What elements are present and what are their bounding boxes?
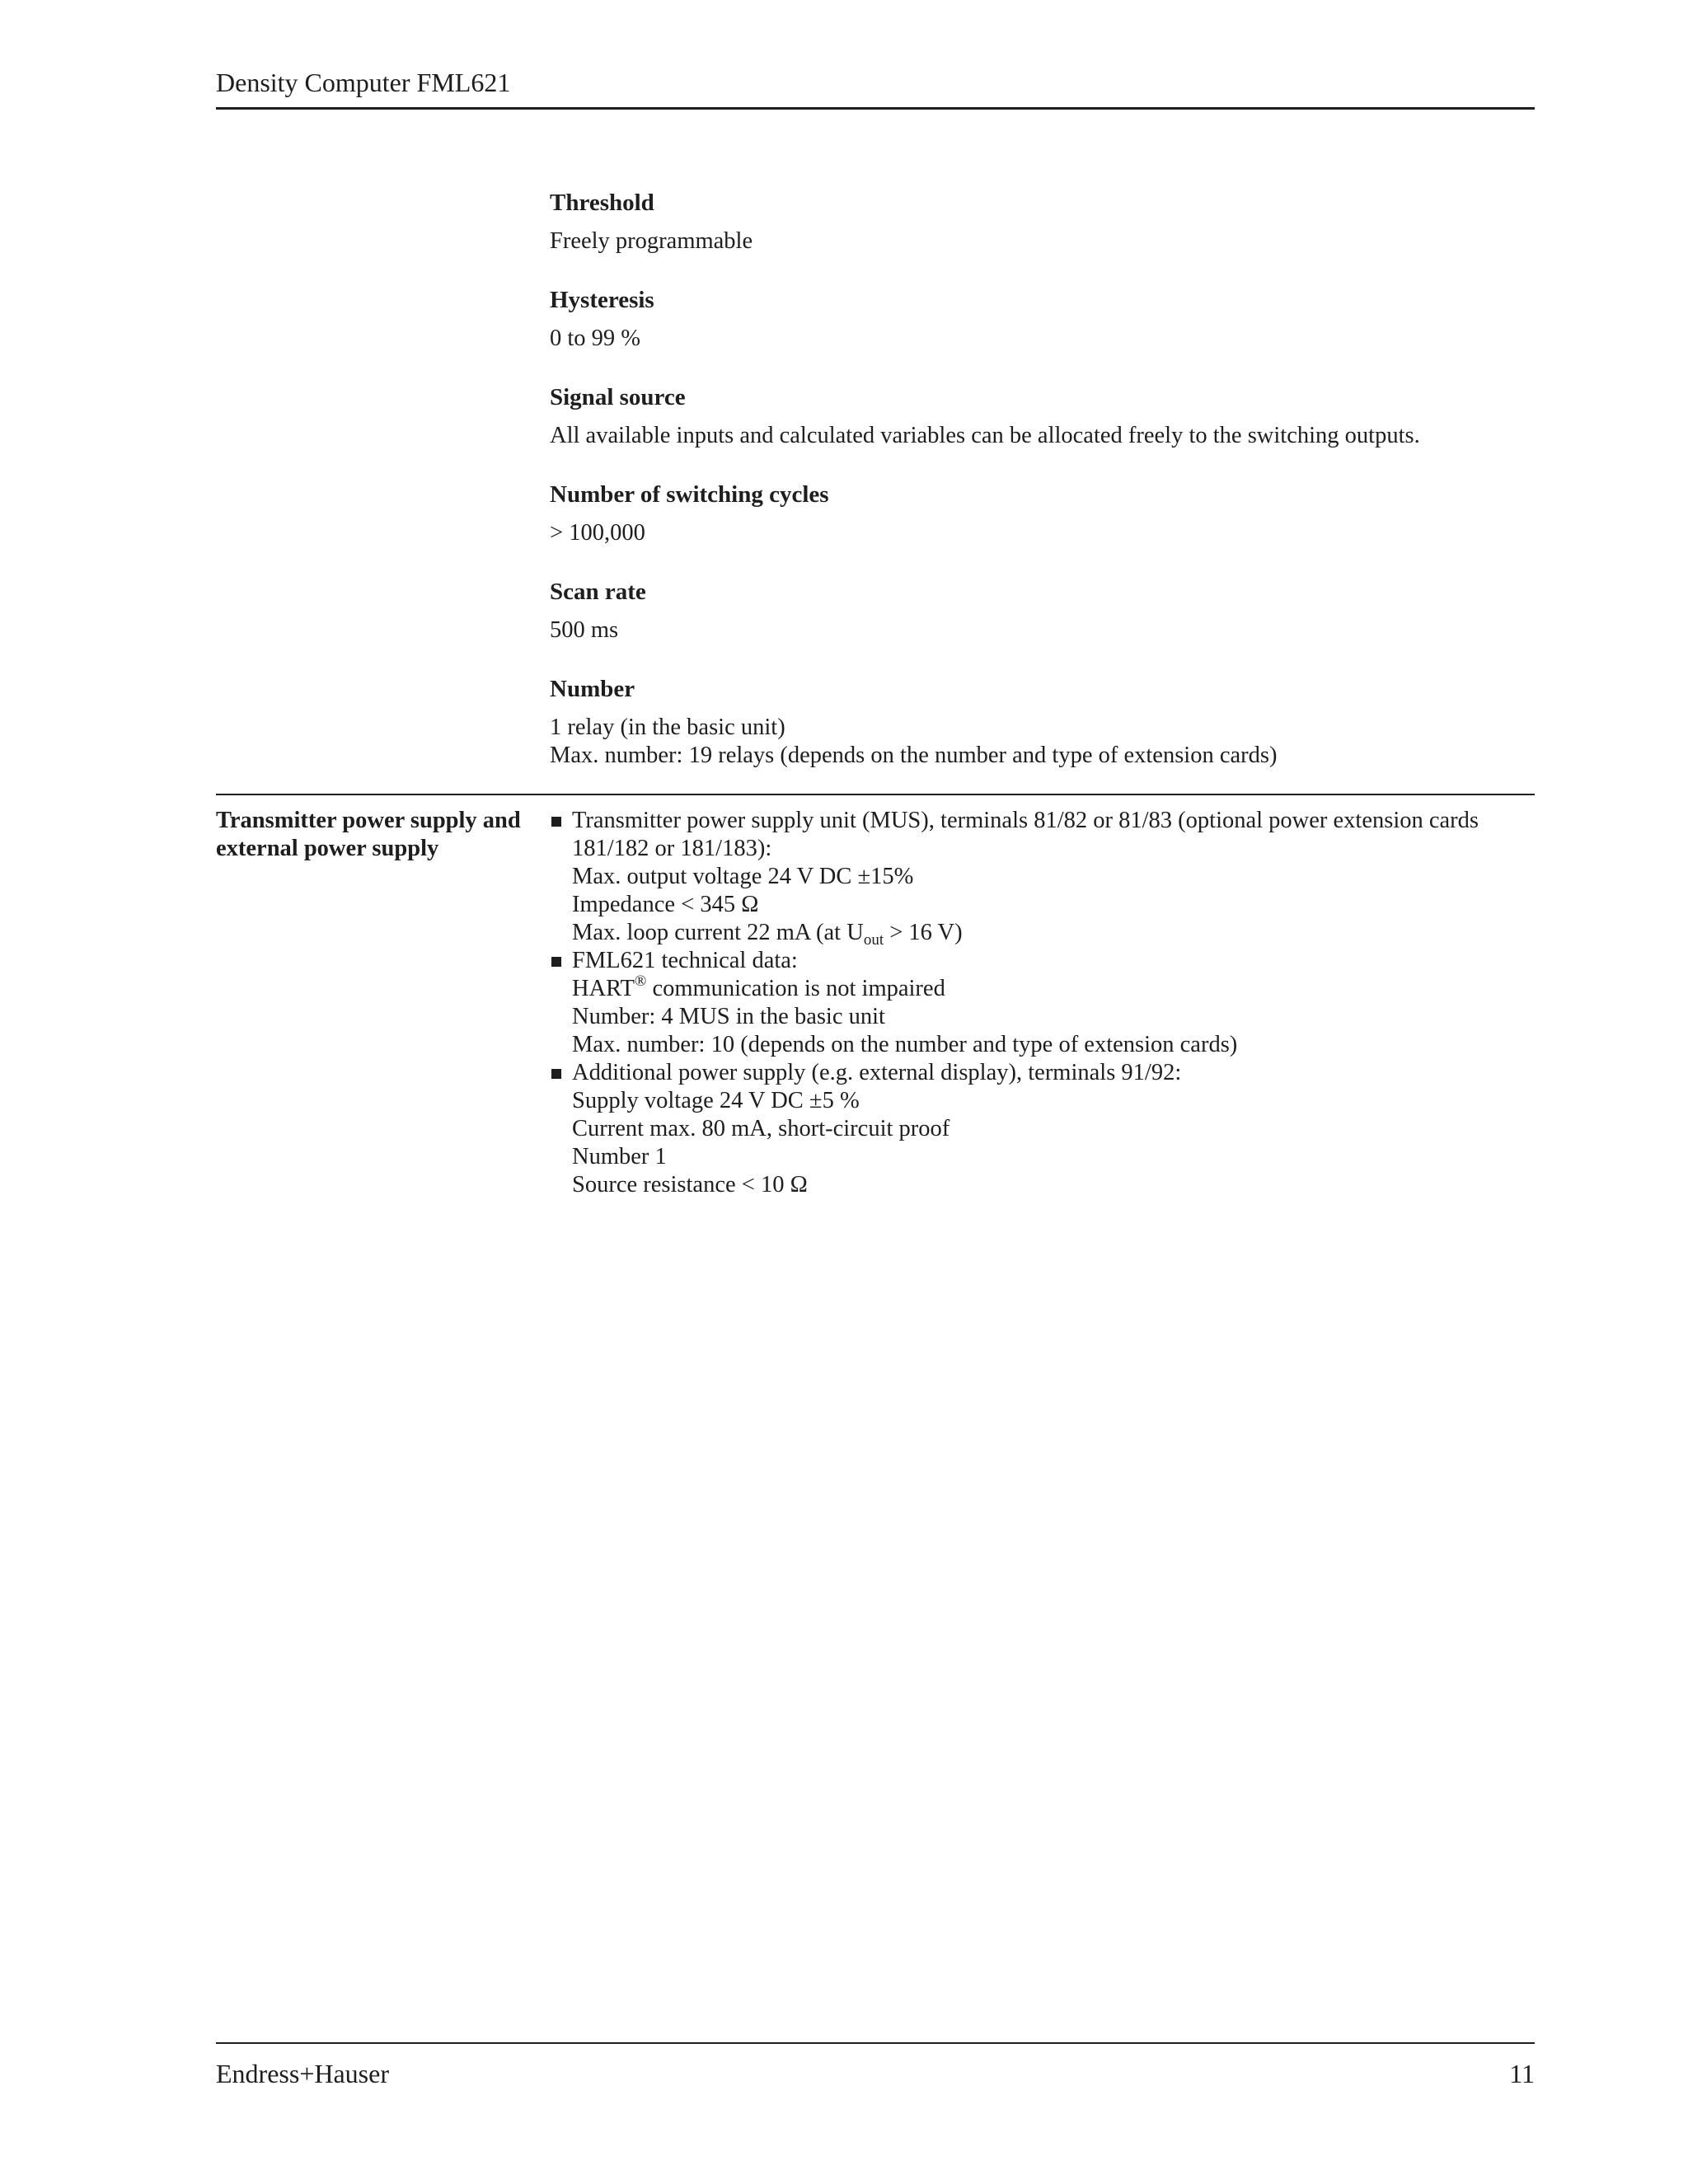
page-number: 11 bbox=[1509, 2059, 1535, 2088]
spec-value bbox=[550, 714, 1535, 770]
spec-heading: Signal source bbox=[550, 384, 686, 410]
spec-heading: Scan rate bbox=[550, 579, 646, 605]
list-item-additional-supply bbox=[550, 1059, 1535, 1199]
list-line: Max. number: 10 (depends on the number and type of extension cards) bbox=[572, 1032, 1238, 1057]
switching-output-specs bbox=[550, 186, 1535, 770]
spec-switching-cycles bbox=[550, 478, 1535, 547]
spec-number bbox=[550, 673, 1535, 770]
footer-brand: Endress+Hauser bbox=[216, 2059, 389, 2088]
text-fragment: Max. loop current 22 mA (at U bbox=[572, 920, 864, 945]
list-line bbox=[572, 972, 1535, 1003]
list-line: Impedance < 345 Ω bbox=[572, 892, 759, 917]
subscript-text: out bbox=[863, 931, 884, 949]
list-line: Source resistance < 10 Ω bbox=[572, 1172, 808, 1197]
power-supply-label-line: external power supply bbox=[216, 836, 439, 861]
square-bullet-icon bbox=[551, 1069, 561, 1079]
list-line: Current max. 80 mA, short-circuit proof bbox=[572, 1116, 950, 1141]
spec-heading: Number bbox=[550, 676, 635, 702]
text-fragment: communication is not impaired bbox=[646, 976, 945, 1001]
spec-value bbox=[550, 227, 1535, 255]
spec-value-line: 500 ms bbox=[550, 617, 619, 643]
spec-value-line: Freely programmable bbox=[550, 228, 753, 254]
spec-hysteresis bbox=[550, 284, 1535, 353]
text-fragment: > 16 V) bbox=[884, 920, 963, 945]
list-line: 181/182 or 181/183): bbox=[572, 836, 772, 861]
list-line: Number 1 bbox=[572, 1144, 667, 1169]
spec-value bbox=[550, 519, 1535, 547]
spec-heading: Hysteresis bbox=[550, 287, 654, 313]
list-item-technical-data bbox=[550, 947, 1535, 1059]
spec-threshold bbox=[550, 186, 1535, 255]
list-line: Transmitter power supply unit (MUS), terminals 81/82 or 81/83 (optional power extension cards bbox=[572, 808, 1479, 833]
spec-heading: Threshold bbox=[550, 190, 654, 216]
square-bullet-icon bbox=[551, 957, 561, 967]
list-item-transmitter-supply bbox=[550, 807, 1535, 947]
spec-value bbox=[550, 325, 1535, 353]
spec-value bbox=[550, 422, 1535, 450]
spec-scan-rate bbox=[550, 575, 1535, 644]
section-divider bbox=[216, 794, 1535, 795]
spec-heading: Number of switching cycles bbox=[550, 481, 829, 508]
spec-value-line: > 100,000 bbox=[550, 520, 645, 546]
spec-signal-source bbox=[550, 381, 1535, 450]
footer-rule bbox=[216, 2042, 1535, 2044]
page-header-title: Density Computer FML621 bbox=[216, 68, 511, 97]
spec-value bbox=[550, 616, 1535, 644]
list-line: Max. output voltage 24 V DC ±15% bbox=[572, 864, 914, 889]
power-supply-label-line: Transmitter power supply and bbox=[216, 808, 521, 833]
text-fragment: HART bbox=[572, 976, 635, 1001]
spec-value-line: Max. number: 19 relays (depends on the number and type of extension cards) bbox=[550, 743, 1278, 768]
power-supply-label bbox=[216, 807, 529, 863]
spec-value-line: 0 to 99 % bbox=[550, 326, 641, 351]
spec-value-line: All available inputs and calculated variables can be allocated freely to the switching outputs. bbox=[550, 423, 1420, 448]
power-supply-list bbox=[550, 807, 1535, 1199]
header-rule bbox=[216, 107, 1535, 110]
list-line: FML621 technical data: bbox=[572, 948, 798, 973]
spec-value-line: 1 relay (in the basic unit) bbox=[550, 715, 785, 740]
list-line: Supply voltage 24 V DC ±5 % bbox=[572, 1088, 860, 1113]
list-line: Additional power supply (e.g. external display), terminals 91/92: bbox=[572, 1060, 1182, 1085]
superscript-text: ® bbox=[634, 972, 647, 990]
square-bullet-icon bbox=[551, 817, 561, 827]
list-line bbox=[572, 919, 1535, 947]
list-line: Number: 4 MUS in the basic unit bbox=[572, 1004, 885, 1029]
